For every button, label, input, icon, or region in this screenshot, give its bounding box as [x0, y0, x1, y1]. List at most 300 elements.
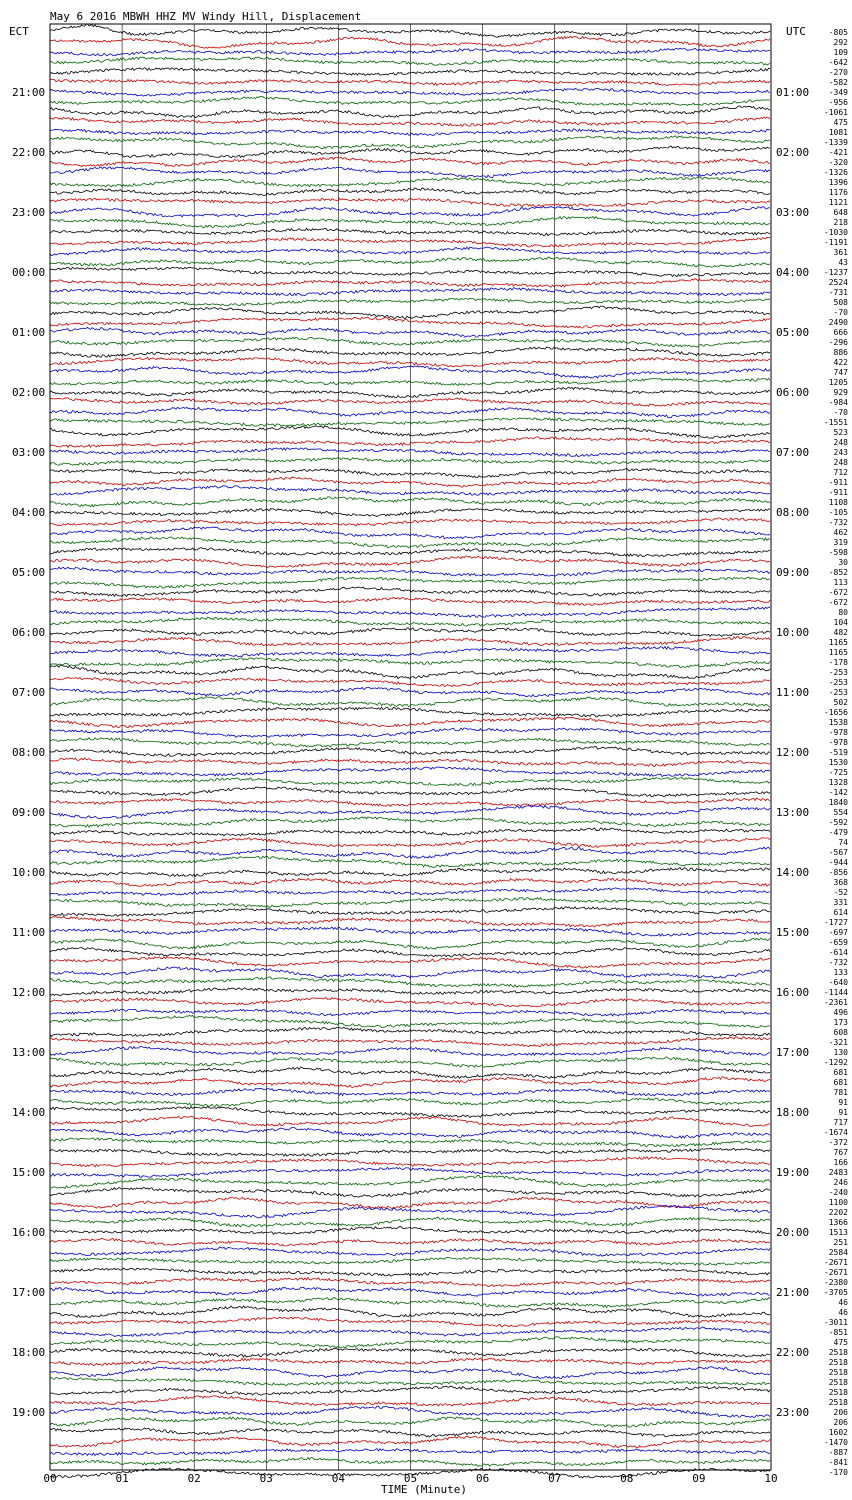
trace-23: [50, 257, 770, 267]
trace-92: [50, 948, 770, 957]
right-hour-label: 01:00: [776, 86, 810, 99]
trace-offset-label: -1656: [823, 708, 848, 717]
trace-offset-label: 206: [833, 1408, 848, 1417]
trace-10: [50, 129, 770, 136]
trace-offset-label: 218: [833, 218, 848, 227]
trace-71: [50, 738, 770, 747]
trace-111: [50, 1138, 770, 1147]
trace-80: [50, 828, 770, 836]
trace-offset-label: 1513: [828, 1228, 848, 1237]
right-hour-label: 13:00: [776, 806, 810, 819]
trace-offset-label: -3705: [823, 1288, 848, 1297]
trace-74: [50, 767, 770, 777]
trace-66: [50, 687, 770, 696]
trace-126: [50, 1287, 770, 1296]
trace-offset-label: 614: [833, 908, 848, 917]
left-hour-labels: [12, 86, 45, 1419]
trace-offset-label: -240: [828, 1188, 848, 1197]
trace-offset-label: 109: [833, 48, 848, 57]
trace-97: [50, 998, 770, 1007]
right-hour-label: 15:00: [776, 926, 810, 939]
trace-offset-label: -1551: [823, 418, 848, 427]
right-hour-label: 16:00: [776, 986, 810, 999]
trace-129: [50, 1317, 770, 1327]
trace-139: [50, 1417, 770, 1427]
trace-56: [50, 587, 770, 596]
trace-73: [50, 758, 770, 767]
trace-70: [50, 728, 770, 738]
trace-offset-label: -731: [828, 288, 848, 297]
right-hour-label: 14:00: [776, 866, 810, 879]
trace-58: [50, 607, 770, 617]
right-hour-label: 04:00: [776, 266, 810, 279]
trace-offset-label: 2490: [828, 318, 848, 327]
trace-offset-label: 1538: [828, 718, 848, 727]
trace-offset-label: -725: [828, 768, 848, 777]
trace-offset-label: 1100: [828, 1198, 848, 1207]
right-hour-label: 07:00: [776, 446, 810, 459]
trace-offset-label: 368: [833, 878, 848, 887]
x-tick-label: 09: [692, 1472, 706, 1485]
trace-57: [50, 597, 770, 605]
trace-141: [50, 1436, 770, 1448]
left-hour-label: 15:00: [12, 1166, 46, 1179]
trace-offset-label: -519: [828, 748, 848, 757]
trace-117: [50, 1197, 770, 1208]
left-hour-label: 14:00: [12, 1106, 46, 1119]
trace-127: [50, 1298, 770, 1308]
left-hour-label: 07:00: [12, 686, 46, 699]
right-hour-label: 09:00: [776, 566, 810, 579]
trace-offset-label: -956: [828, 98, 848, 107]
trace-offset-label: 113: [833, 578, 848, 587]
left-hour-label: 21:00: [12, 86, 46, 99]
trace-82: [50, 847, 770, 858]
trace-3: [50, 57, 770, 65]
trace-offset-label: 2518: [828, 1348, 848, 1357]
trace-offset-label: 130: [833, 1048, 848, 1057]
trace-offset-label: -614: [828, 948, 848, 957]
trace-109: [50, 1116, 770, 1126]
trace-27: [50, 298, 770, 305]
trace-offset-label: 886: [833, 348, 848, 357]
trace-offset-label: -3011: [823, 1318, 848, 1327]
left-hour-label: 04:00: [12, 506, 46, 519]
trace-offset-label: -732: [828, 958, 848, 967]
trace-91: [50, 938, 770, 949]
trace-offset-label: 91: [838, 1108, 848, 1117]
trace-offset-label: 502: [833, 698, 848, 707]
x-tick-label: 03: [259, 1472, 273, 1485]
trace-130: [50, 1327, 770, 1336]
trace-88: [50, 907, 770, 917]
trace-94: [50, 967, 770, 978]
trace-offset-label: 1530: [828, 758, 848, 767]
trace-81: [50, 838, 770, 848]
trace-38: [50, 407, 770, 418]
trace-offset-label: -944: [828, 858, 848, 867]
trace-offset-label: 554: [833, 808, 848, 817]
trace-24: [50, 267, 770, 276]
trace-83: [50, 856, 770, 867]
trace-offset-label: 2518: [828, 1388, 848, 1397]
trace-107: [50, 1098, 770, 1107]
right-axis-label: UTC: [786, 25, 806, 38]
trace-21: [50, 237, 770, 247]
trace-offset-label: 104: [833, 618, 848, 627]
trace-offset-label: 462: [833, 528, 848, 537]
trace-37: [50, 398, 770, 407]
trace-7: [50, 96, 770, 105]
x-axis-label: TIME (Minute): [380, 1483, 468, 1496]
trace-42: [50, 448, 770, 457]
trace-offset-label: 1121: [828, 198, 848, 207]
right-hour-label: 12:00: [776, 746, 810, 759]
trace-9: [50, 117, 770, 126]
trace-offset-label: -672: [828, 598, 848, 607]
trace-135: [50, 1377, 770, 1385]
trace-offset-label: 246: [833, 1178, 848, 1187]
trace-offset-label: -851: [828, 1328, 848, 1337]
trace-offset-label: -887: [828, 1448, 848, 1457]
trace-offset-label: 251: [833, 1238, 848, 1247]
trace-offset-label: -178: [828, 658, 848, 667]
trace-offset-labels: [824, 28, 848, 1477]
trace-offset-label: -1061: [823, 108, 848, 117]
trace-44: [50, 469, 770, 478]
trace-89: [50, 916, 770, 927]
x-tick-label: 02: [187, 1472, 201, 1485]
trace-6: [50, 88, 770, 96]
trace-93: [50, 957, 770, 968]
trace-41: [50, 437, 770, 448]
trace-offset-label: -911: [828, 488, 848, 497]
trace-offset-label: -978: [828, 728, 848, 737]
trace-136: [50, 1386, 770, 1395]
left-hour-label: 00:00: [12, 266, 46, 279]
trace-offset-label: 2584: [828, 1248, 848, 1257]
trace-offset-label: -70: [833, 408, 848, 417]
trace-offset-label: 1366: [828, 1218, 848, 1227]
trace-114: [50, 1167, 770, 1177]
trace-offset-label: 80: [838, 608, 848, 617]
x-tick-label: 01: [115, 1472, 129, 1485]
trace-offset-label: -1674: [823, 1128, 848, 1137]
trace-115: [50, 1175, 770, 1188]
trace-45: [50, 477, 770, 487]
trace-132: [50, 1348, 770, 1357]
trace-offset-label: -253: [828, 668, 848, 677]
trace-offset-label: 2524: [828, 278, 848, 287]
trace-69: [50, 717, 770, 727]
trace-offset-label: -672: [828, 588, 848, 597]
trace-5: [50, 79, 770, 85]
trace-offset-label: -270: [828, 68, 848, 77]
trace-39: [50, 418, 770, 427]
trace-offset-label: -856: [828, 868, 848, 877]
trace-17: [50, 198, 770, 206]
trace-offset-label: 74: [838, 838, 848, 847]
trace-85: [50, 878, 770, 886]
right-hour-label: 21:00: [776, 1286, 810, 1299]
trace-122: [50, 1247, 770, 1256]
trace-55: [50, 577, 770, 588]
trace-offset-label: 496: [833, 1008, 848, 1017]
trace-offset-label: 717: [833, 1118, 848, 1127]
trace-offset-label: 1081: [828, 128, 848, 137]
x-tick-label: 10: [764, 1472, 778, 1485]
x-tick-label: 04: [331, 1472, 346, 1485]
left-hour-label: 13:00: [12, 1046, 46, 1059]
trace-offset-label: -142: [828, 788, 848, 797]
left-hour-label: 09:00: [12, 806, 46, 819]
trace-offset-label: 173: [833, 1018, 848, 1027]
trace-offset-label: -1144: [823, 988, 848, 997]
trace-offset-label: 206: [833, 1418, 848, 1427]
trace-offset-label: -320: [828, 158, 848, 167]
right-hour-label: 11:00: [776, 686, 810, 699]
trace-18: [50, 206, 770, 217]
trace-offset-label: 1328: [828, 778, 848, 787]
trace-offset-label: -732: [828, 518, 848, 527]
trace-offset-label: -105: [828, 508, 848, 517]
trace-30: [50, 327, 770, 337]
x-tick-label: 06: [475, 1472, 490, 1485]
trace-offset-label: -1237: [823, 268, 848, 277]
trace-137: [50, 1396, 770, 1406]
trace-offset-label: 422: [833, 358, 848, 367]
trace-0: [50, 24, 770, 37]
trace-46: [50, 486, 770, 496]
trace-133: [50, 1358, 770, 1366]
trace-25: [50, 279, 770, 288]
trace-134: [50, 1367, 770, 1379]
trace-offset-label: -1470: [823, 1438, 848, 1447]
x-tick-label: 00: [43, 1472, 57, 1485]
trace-offset-label: -1339: [823, 138, 848, 147]
trace-offset-label: 681: [833, 1078, 848, 1087]
trace-group: [50, 24, 770, 1478]
trace-offset-label: -1326: [823, 168, 848, 177]
trace-36: [50, 387, 770, 398]
trace-offset-label: 361: [833, 248, 848, 257]
trace-47: [50, 497, 770, 507]
trace-52: [50, 548, 770, 557]
trace-8: [50, 106, 770, 118]
trace-113: [50, 1157, 770, 1167]
left-hour-label: 17:00: [12, 1286, 46, 1299]
trace-12: [50, 146, 770, 157]
trace-offset-label: 243: [833, 448, 848, 457]
trace-offset-label: 2518: [828, 1358, 848, 1367]
trace-offset-label: 767: [833, 1148, 848, 1157]
right-hour-label: 23:00: [776, 1406, 810, 1419]
trace-offset-label: -567: [828, 848, 848, 857]
trace-119: [50, 1217, 770, 1227]
trace-19: [50, 217, 770, 228]
trace-offset-label: 1165: [828, 638, 848, 647]
trace-106: [50, 1088, 770, 1095]
trace-101: [50, 1037, 770, 1047]
trace-99: [50, 1015, 770, 1027]
trace-offset-label: 929: [833, 388, 848, 397]
trace-offset-label: -296: [828, 338, 848, 347]
trace-125: [50, 1278, 770, 1287]
trace-offset-label: -349: [828, 88, 848, 97]
trace-offset-label: 482: [833, 628, 848, 637]
trace-31: [50, 337, 770, 347]
trace-offset-label: -640: [828, 978, 848, 987]
left-hour-label: 08:00: [12, 746, 46, 759]
trace-offset-label: 508: [833, 298, 848, 307]
trace-offset-label: 648: [833, 208, 848, 217]
trace-offset-label: 1840: [828, 798, 848, 807]
trace-offset-label: -582: [828, 78, 848, 87]
trace-72: [50, 747, 770, 757]
trace-15: [50, 177, 770, 187]
right-hour-label: 05:00: [776, 326, 810, 339]
x-tick-label: 07: [548, 1472, 562, 1485]
right-hour-label: 17:00: [776, 1046, 810, 1059]
trace-offset-label: -642: [828, 58, 848, 67]
trace-offset-label: -2380: [823, 1278, 848, 1287]
trace-86: [50, 888, 770, 896]
trace-offset-label: 46: [838, 1308, 848, 1317]
trace-offset-label: 608: [833, 1028, 848, 1037]
right-hour-label: 10:00: [776, 626, 810, 639]
trace-offset-label: -1030: [823, 228, 848, 237]
trace-offset-label: 523: [833, 428, 848, 437]
trace-offset-label: 1165: [828, 648, 848, 657]
trace-offset-label: 248: [833, 438, 848, 447]
trace-offset-label: 2518: [828, 1398, 848, 1407]
trace-offset-label: 666: [833, 328, 848, 337]
trace-offset-label: -372: [828, 1138, 848, 1147]
trace-138: [50, 1406, 770, 1417]
trace-123: [50, 1257, 770, 1265]
trace-121: [50, 1238, 770, 1246]
trace-offset-label: -598: [828, 548, 848, 557]
right-hour-label: 20:00: [776, 1226, 810, 1239]
trace-offset-label: -984: [828, 398, 848, 407]
trace-120: [50, 1227, 770, 1235]
left-hour-label: 12:00: [12, 986, 46, 999]
trace-4: [50, 68, 770, 76]
left-hour-label: 23:00: [12, 206, 46, 219]
trace-103: [50, 1057, 770, 1068]
trace-54: [50, 567, 770, 576]
trace-offset-label: -659: [828, 938, 848, 947]
left-hour-label: 18:00: [12, 1346, 46, 1359]
left-hour-label: 03:00: [12, 446, 46, 459]
trace-1: [50, 36, 770, 48]
trace-offset-label: -1292: [823, 1058, 848, 1067]
trace-offset-label: -1727: [823, 918, 848, 927]
trace-60: [50, 628, 770, 637]
trace-75: [50, 777, 770, 786]
trace-100: [50, 1027, 770, 1036]
trace-53: [50, 556, 770, 568]
trace-2: [50, 48, 770, 56]
trace-96: [50, 988, 770, 996]
trace-offset-label: -697: [828, 928, 848, 937]
trace-offset-label: 681: [833, 1068, 848, 1077]
trace-63: [50, 658, 770, 668]
trace-offset-label: -170: [828, 1468, 848, 1477]
chart-title: May 6 2016 MBWH HHZ MV Windy Hill, Displacement: [50, 10, 362, 23]
trace-131: [50, 1337, 770, 1348]
left-hour-label: 19:00: [12, 1406, 46, 1419]
trace-112: [50, 1148, 770, 1156]
trace-128: [50, 1306, 770, 1318]
trace-51: [50, 537, 770, 548]
trace-35: [50, 378, 770, 385]
trace-offset-label: -841: [828, 1458, 848, 1467]
trace-26: [50, 288, 770, 296]
trace-offset-label: 331: [833, 898, 848, 907]
trace-108: [50, 1107, 770, 1118]
left-hour-label: 01:00: [12, 326, 46, 339]
trace-offset-label: 248: [833, 458, 848, 467]
trace-78: [50, 806, 770, 819]
trace-33: [50, 357, 770, 367]
trace-90: [50, 927, 770, 936]
trace-offset-label: 781: [833, 1088, 848, 1097]
trace-116: [50, 1188, 770, 1198]
x-tick-label: 05: [403, 1472, 418, 1485]
trace-59: [50, 617, 770, 626]
trace-offset-label: -852: [828, 568, 848, 577]
right-hour-label: 08:00: [776, 506, 810, 519]
trace-140: [50, 1428, 770, 1437]
trace-14: [50, 167, 770, 178]
trace-offset-label: 712: [833, 468, 848, 477]
trace-offset-label: 747: [833, 368, 848, 377]
trace-offset-label: 2483: [828, 1168, 848, 1177]
trace-offset-label: -2671: [823, 1258, 848, 1267]
trace-offset-label: -1191: [823, 238, 848, 247]
trace-offset-label: -253: [828, 688, 848, 697]
trace-105: [50, 1077, 770, 1088]
left-axis-label: ECT: [9, 25, 29, 38]
trace-offset-label: -2361: [823, 998, 848, 1007]
trace-offset-label: 43: [838, 258, 848, 267]
trace-offset-label: -2671: [823, 1268, 848, 1277]
trace-77: [50, 798, 770, 806]
trace-offset-label: 91: [838, 1098, 848, 1107]
trace-67: [50, 697, 770, 708]
trace-offset-label: -70: [833, 308, 848, 317]
right-hour-label: 18:00: [776, 1106, 810, 1119]
trace-offset-label: 30: [838, 558, 848, 567]
trace-offset-label: 133: [833, 968, 848, 977]
trace-124: [50, 1268, 770, 1276]
trace-76: [50, 787, 770, 797]
trace-40: [50, 426, 770, 438]
trace-offset-label: 2202: [828, 1208, 848, 1217]
trace-11: [50, 136, 770, 149]
trace-offset-label: 1108: [828, 498, 848, 507]
trace-offset-label: 46: [838, 1298, 848, 1307]
trace-87: [50, 898, 770, 908]
left-hour-label: 06:00: [12, 626, 46, 639]
trace-16: [50, 188, 770, 196]
x-tick-label: 08: [620, 1472, 634, 1485]
trace-34: [50, 366, 770, 378]
left-hour-label: 10:00: [12, 866, 46, 879]
trace-20: [50, 228, 770, 235]
trace-offset-label: 1396: [828, 178, 848, 187]
